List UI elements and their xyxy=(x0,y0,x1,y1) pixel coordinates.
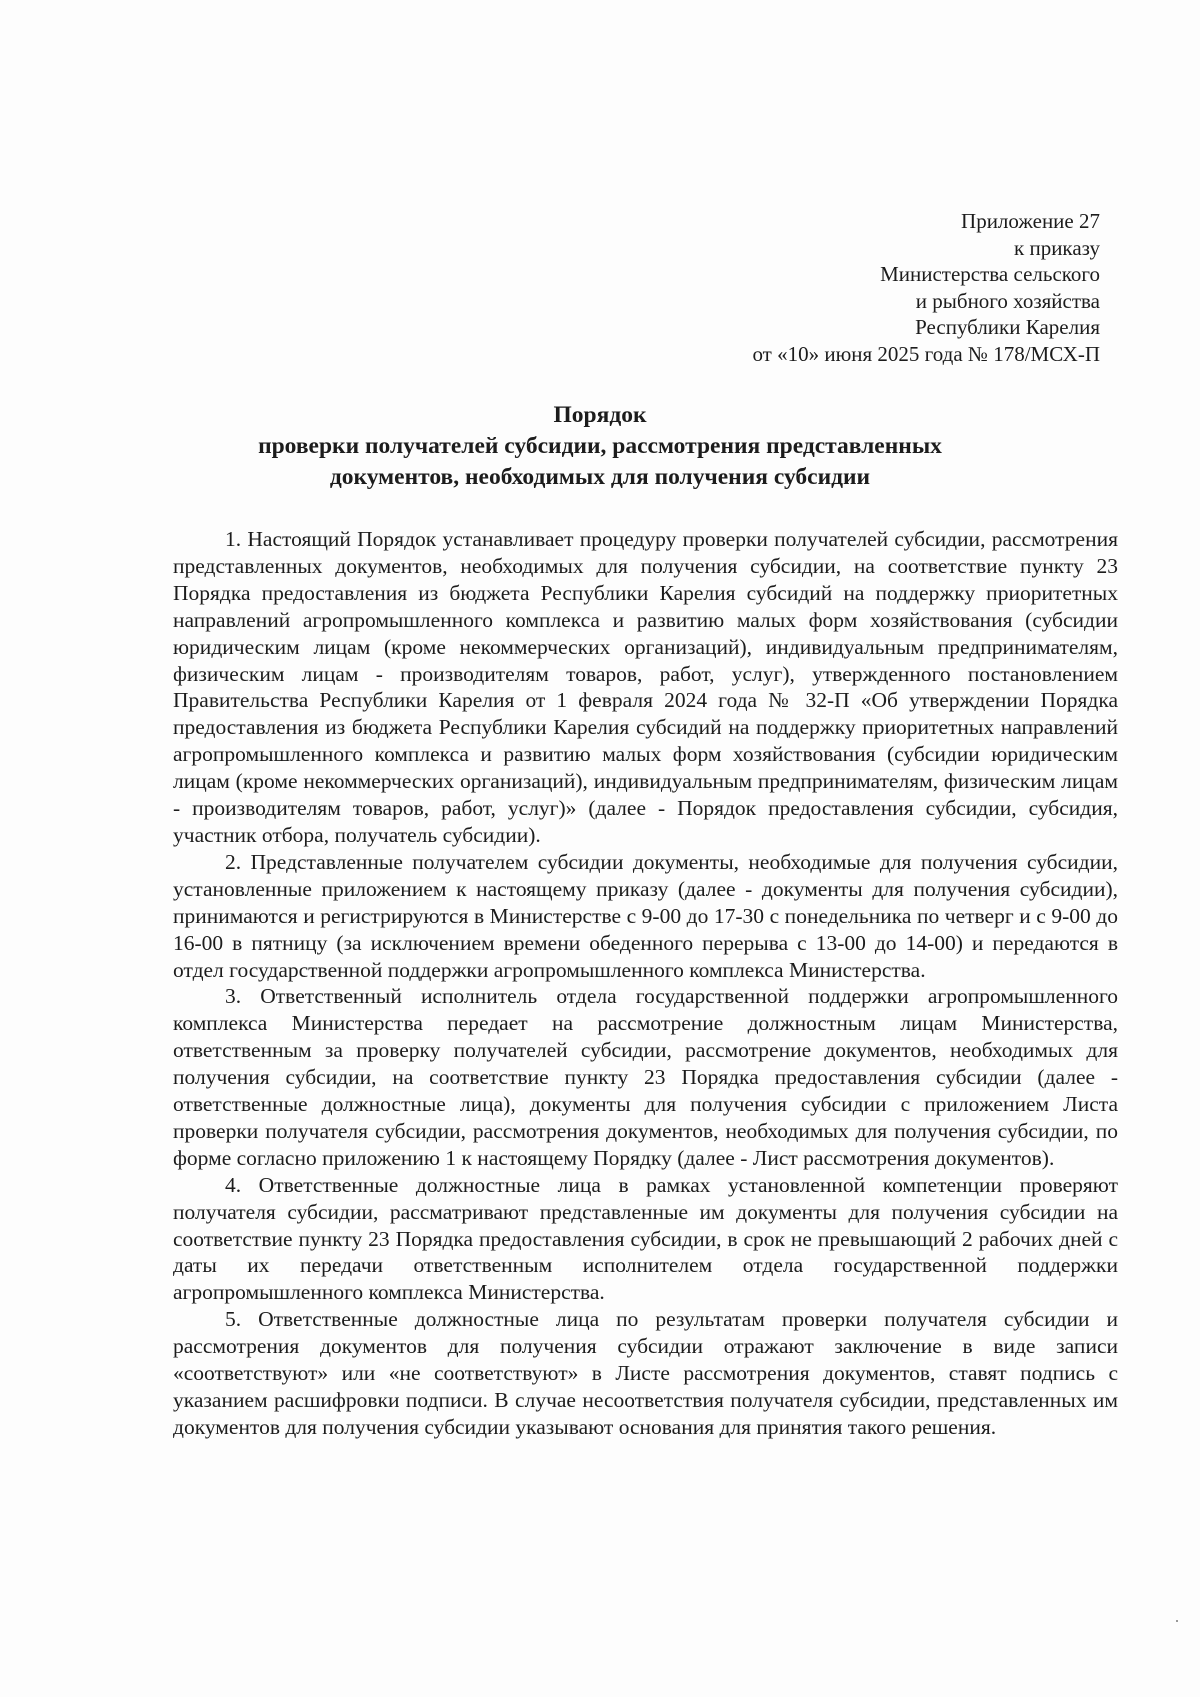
appendix-order-ref: к приказу xyxy=(1014,235,1100,260)
appendix-republic: Республики Карелия xyxy=(915,315,1100,339)
paragraph-1: 1. Настоящий Порядок устанавливает процедуру проверки получателей субсидии, рассмотрения представленных документов, необходимых для получения субсидии, на соответствие пункту 23 Порядка предоставления из бюджета Республики Карелия субсидий на поддержку приоритетных направлений агропромышленного комплекса и развитию малых форм хозяйствования (субсидии юридическим лицам (кроме некоммерческих организаций), индивидуальным предпринимателям, физическим лицам - производителям товаров, работ, услуг), утвержденного постановлением Правительства Республики Карелия от 1 февраля 2024 года № 32-П «Об утверждении Порядка предоставления из бюджета Республики Карелия субсидий на поддержку приоритетных направлений агропромышленного комплекса и развитию малых форм хозяйствования (субсидии юридическим лицам (кроме некоммерческих организаций), индивидуальным предпринимателям, физическим лицам - производителям товаров, работ, услуг)» (далее - Порядок предоставления субсидии, субсидия, участник отбора, получатель субсидии). xyxy=(173,527,1118,847)
paragraph-2: 2. Представленные получателем субсидии документы, необходимые для получения субсидии, установленные приложением к настоящему приказу (далее - документы для получения субсидии), принимаются и регистрируются в Министерстве с 9-00 до 17-30 с понедельника по четверг и с 9-00 до 16-00 в пятницу (за исключением времени обеденного перерыва с 13-00 до 14-00) и передаются в отдел государственной поддержки агропромышленного комплекса Министерства. xyxy=(173,849,1118,982)
title-subtitle-line-1: проверки получателей субсидии, рассмотрения представленных xyxy=(258,433,942,459)
appendix-ministry-line-1: Министерства сельского xyxy=(880,262,1100,286)
appendix-order-date: от «10» июня 2025 года № 178/МСХ-П xyxy=(752,341,1100,366)
appendix-header xyxy=(580,208,1100,367)
paragraph-5: 5. Ответственные должностные лица по результатам проверки получателя субсидии и рассмотрения документов для получения субсидии отражают заключение в виде записи «соответствуют» или «не соответствуют» в Листе рассмотрения документов, ставят подпись с указанием расшифровки подписи. В случае несоответствия получателя субсидии, представленных им документов для получения субсидии указывают основания для принятия такого решения. xyxy=(173,1307,1118,1439)
scan-speck xyxy=(1176,1620,1178,1622)
appendix-number: Приложение 27 xyxy=(961,209,1100,233)
title-subtitle-line-2: документов, необходимых для получения субсидии xyxy=(329,464,871,490)
title-main: Порядок xyxy=(553,402,647,428)
paragraph-4: 4. Ответственные должностные лица в рамках установленной компетенции проверяют получателя субсидии, рассматривают представленные им документы для получения субсидии на соответствие пункту 23 Порядка предоставления субсидии, в срок не превышающий 2 рабочих дней с даты их передачи ответственным исполнителем отдела государственной поддержки агропромышленного комплекса Министерства. xyxy=(173,1172,1118,1305)
paragraph-3: 3. Ответственный исполнитель отдела государственной поддержки агропромышленного комплекса Министерства передает на рассмотрение должностным лицам Министерства, ответственным за проверку получателей субсидии, рассмотрение документов, необходимых для получения субсидии, на соответствие пункту 23 Порядка предоставления субсидии (далее - ответственные должностные лица), документы для получения субсидии с приложением Листа проверки получателя субсидии, рассмотрения документов, необходимых для получения субсидии, по форме согласно приложению 1 к настоящему Порядку (далее - Лист рассмотрения документов). xyxy=(173,984,1118,1170)
document-body xyxy=(173,526,1118,1441)
appendix-ministry-line-2: и рыбного хозяйства xyxy=(915,288,1100,313)
document-title xyxy=(160,400,1040,493)
